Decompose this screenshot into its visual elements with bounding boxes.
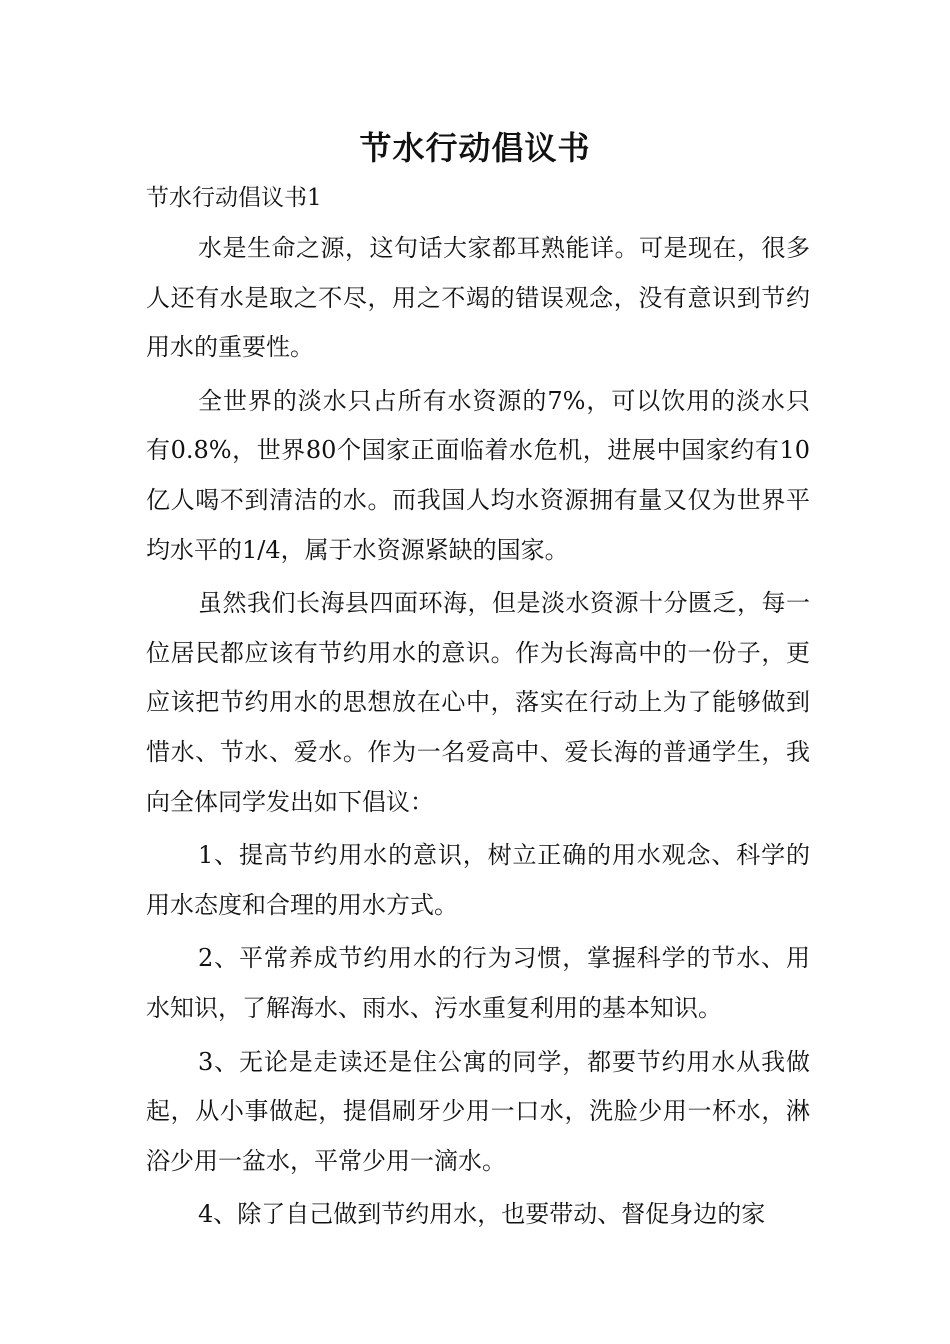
proposal-item-4: 4、除了自己做到节约用水，也要带动、督促身边的家 <box>198 1200 766 1229</box>
proposal-item-3: 3、无论是走读还是住公寓的同学，都要节约用水从我做起，从小事做起，提倡刷牙少用一口水，洗脸少用一杯水，淋浴少用一盆水，平常少用一滴水。 <box>146 1047 810 1175</box>
proposal-item-2: 2、平常养成节约用水的行为习惯，掌握科学的节水、用水知识，了解海水、雨水、污水重复利用的基本知识。 <box>146 944 810 1022</box>
paragraph-statistics: 全世界的淡水只占所有水资源的7%，可以饮用的淡水只有0.8%，世界80个国家正面临着水危机，进展中国家约有10亿人喝不到清洁的水。而我国人均水资源拥有量又仅为世界平均水平的1/4，属于水资源紧缺的国家。 <box>146 386 810 564</box>
proposal-item-1: 1、提高节约用水的意识，树立正确的用水观念、科学的用水态度和合理的用水方式。 <box>146 841 810 919</box>
paragraph-local-context: 虽然我们长海县四面环海，但是淡水资源十分匮乏，每一位居民都应该有节约用水的意识。作为长海高中的一份子，更应该把节约用水的思想放在心中，落实在行动上为了能够做到惜水、节水、爱水。作为一名爱高中、爱长海的普通学生，我向全体同学发出如下倡议： <box>146 589 810 816</box>
paragraph-intro: 水是生命之源，这句话大家都耳熟能详。可是现在，很多人还有水是取之不尽，用之不竭的错误观念，没有意识到节约用水的重要性。 <box>146 234 810 362</box>
document-subtitle: 节水行动倡议书1 <box>146 185 322 211</box>
document-body <box>146 224 810 1244</box>
document-title: 节水行动倡议书 <box>359 129 591 167</box>
